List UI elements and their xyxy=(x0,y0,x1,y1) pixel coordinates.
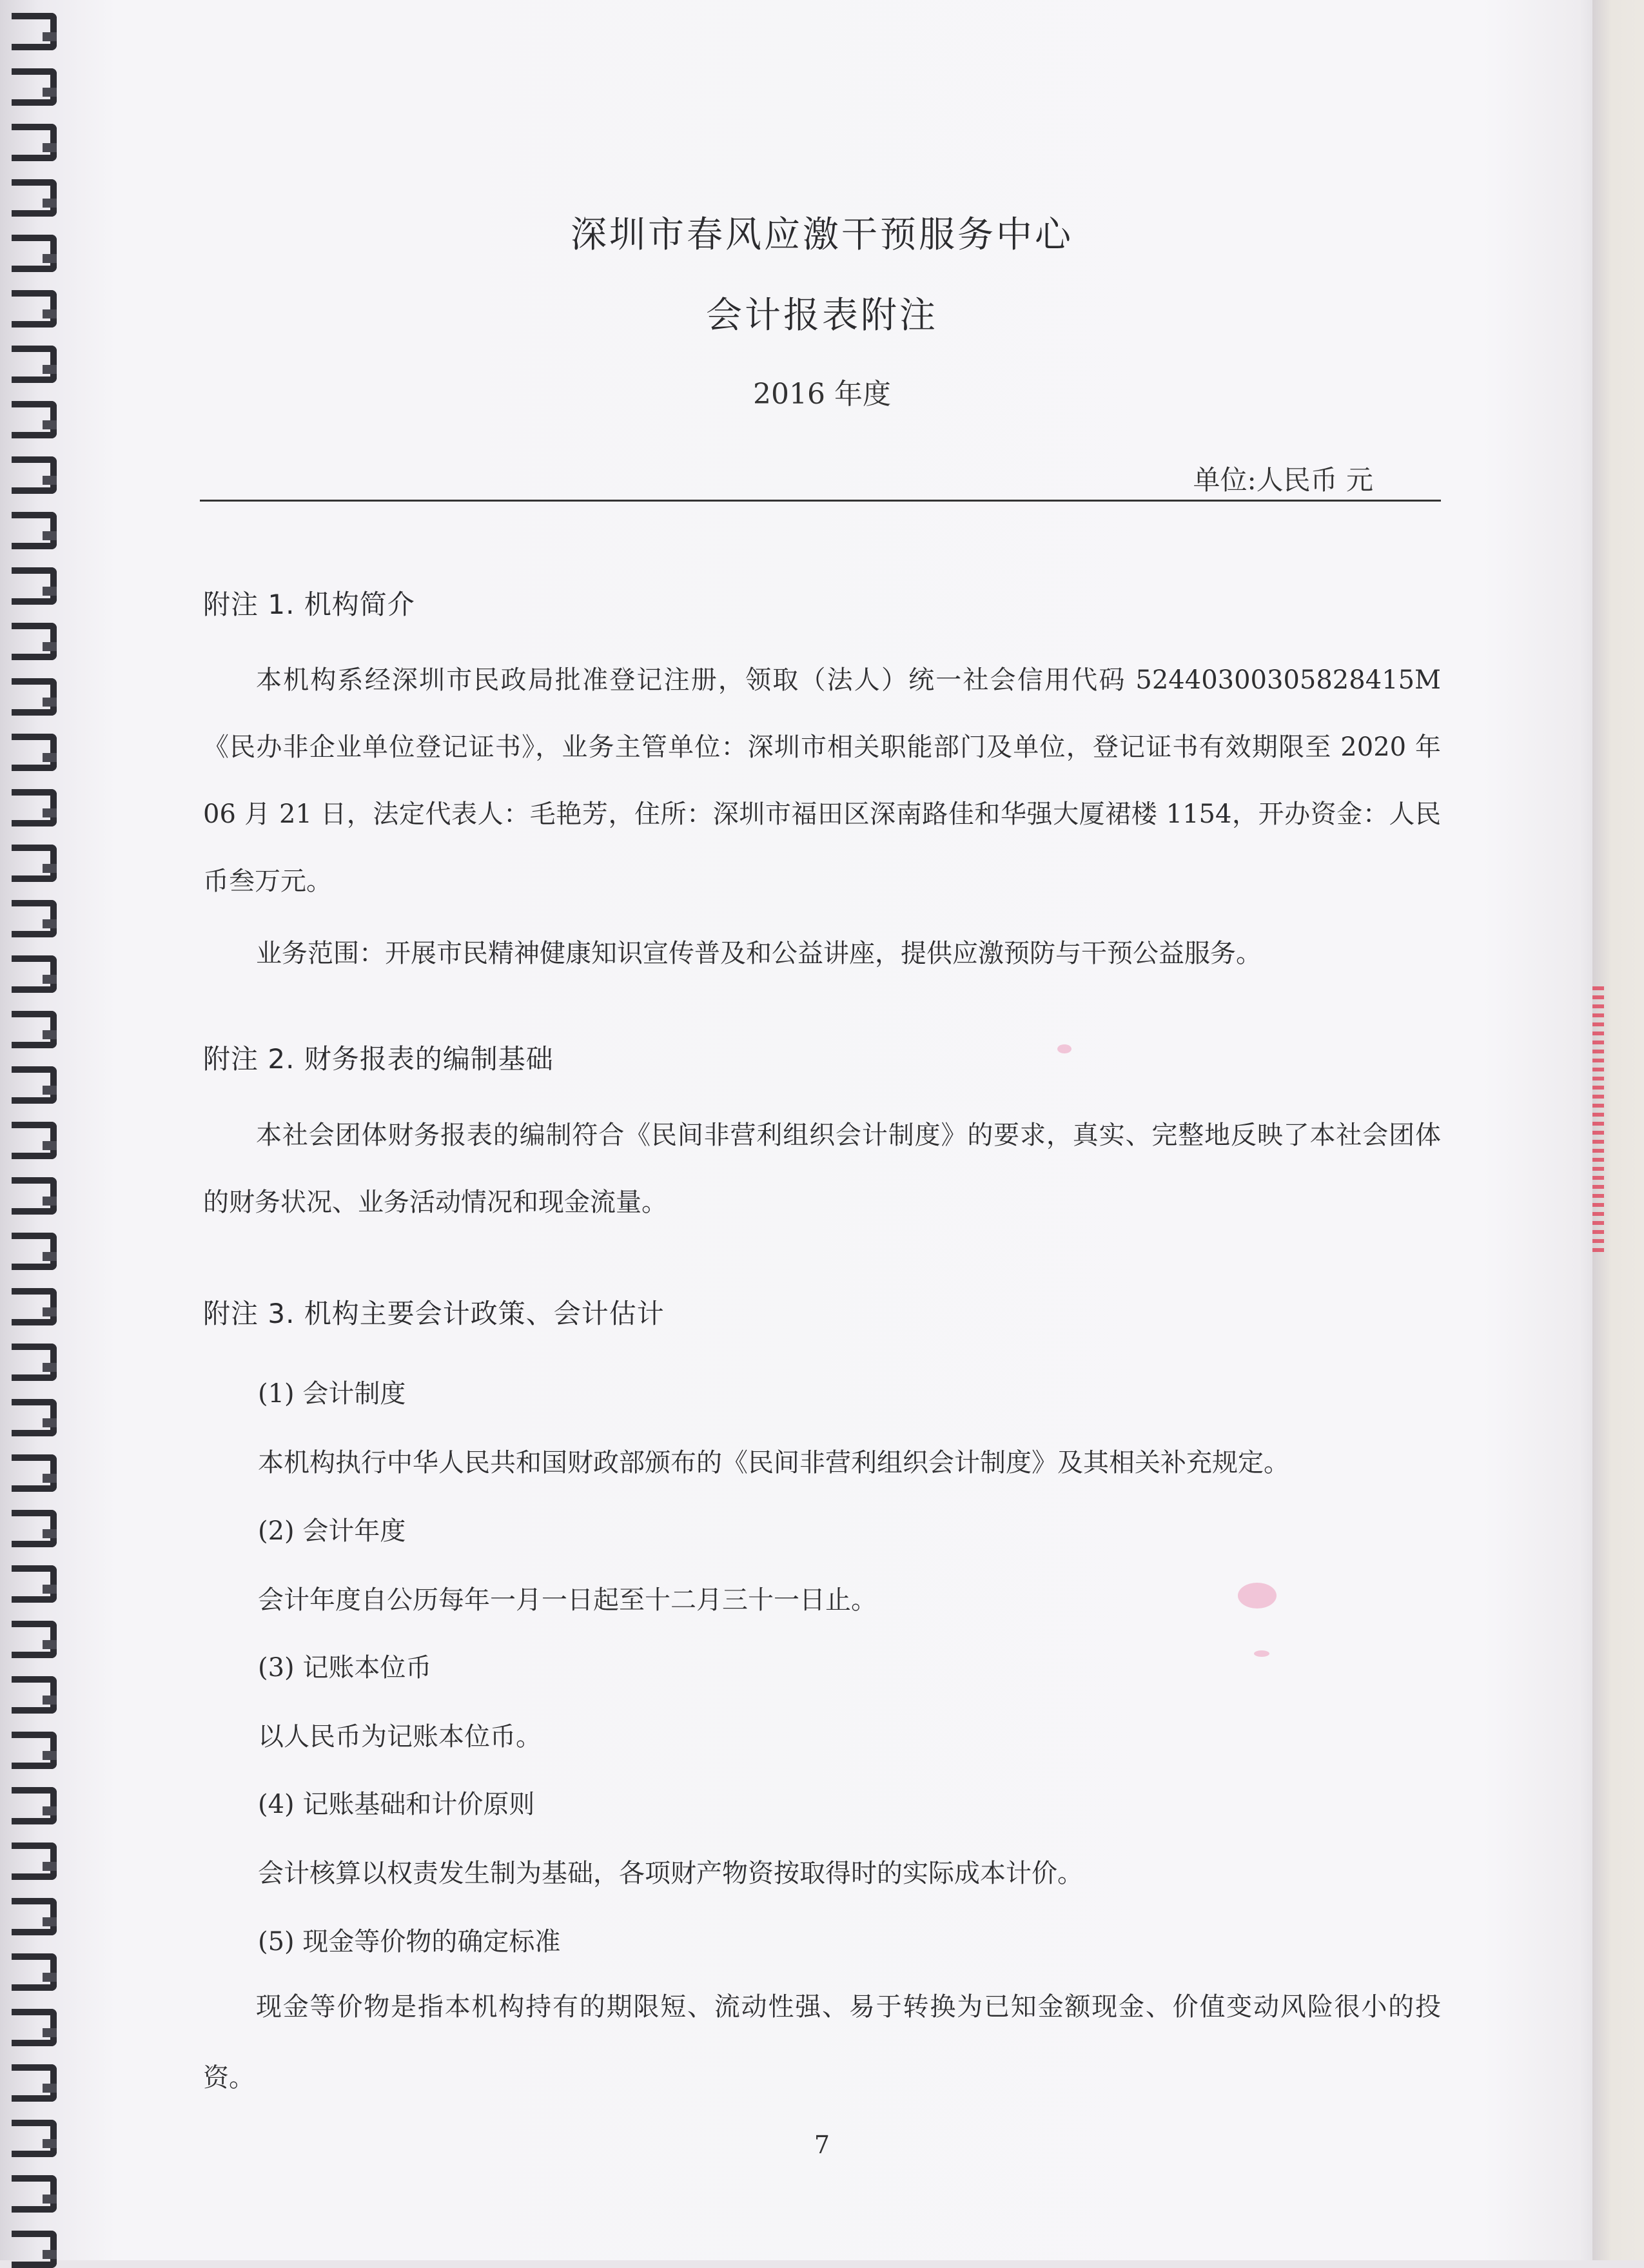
note-3-heading: 附注 3. 机构主要会计政策、会计估计 xyxy=(203,1298,665,1329)
policy-2-text: 会计年度自公历每年一月一日起至十二月三十一日止。 xyxy=(258,1585,877,1615)
policy-1-text: 本机构执行中华人民共和国财政部颁布的《民间非营利组织会计制度》及其相关补充规定。 xyxy=(258,1448,1289,1478)
note-2-heading: 附注 2. 财务报表的编制基础 xyxy=(203,1043,554,1075)
policy-4-text: 会计核算以权责发生制为基础，各项财产物资按取得时的实际成本计价。 xyxy=(258,1859,1083,1888)
policy-4-label: (4) 记账基础和计价原则 xyxy=(258,1790,535,1819)
document-title: 会计报表附注 xyxy=(706,295,938,337)
note-1-scope: 业务范围：开展市民精神健康知识宣传普及和公益讲座，提供应激预防与干预公益服务。 xyxy=(256,939,1262,968)
policy-2-label: (2) 会计年度 xyxy=(258,1516,406,1546)
report-year: 2016 年度 xyxy=(753,378,891,411)
note-1-paragraph: 本机构系经深圳市民政局批准登记注册，领取（法人）统一社会信用代码 52440300305828415M《民办非企业单位登记证书》，业务主管单位：深圳市相关职能部门及单位，登记证书有效期限至 2020 年 06 月 21 日，法定代表人：毛艳芳，住所：深圳市福田区深南路佳和华强大厦裙楼 1154，开办资金：人民币叁万元。 xyxy=(203,665,1441,896)
policy-3-label: (3) 记账本位币 xyxy=(258,1653,432,1683)
policy-3-text: 以人民币为记账本位币。 xyxy=(258,1722,542,1752)
page-number: 7 xyxy=(814,2131,830,2159)
policy-1-label: (1) 会计制度 xyxy=(258,1379,406,1409)
policy-5-text: 现金等价物是指本机构持有的期限短、流动性强、易于转换为已知金额现金、价值变动风险很小的投资。 xyxy=(203,1992,1441,2093)
org-name-title: 深圳市春风应激干预服务中心 xyxy=(571,214,1073,256)
note-1-heading: 附注 1. 机构简介 xyxy=(203,589,415,620)
header-divider xyxy=(200,500,1441,502)
currency-unit: 单位:人民币 元 xyxy=(1193,464,1373,496)
policy-5-label: (5) 现金等价物的确定标准 xyxy=(258,1927,561,1957)
note-2-paragraph: 本社会团体财务报表的编制符合《民间非营利组织会计制度》的要求，真实、完整地反映了本社会团体的财务状况、业务活动情况和现金流量。 xyxy=(203,1120,1441,1217)
